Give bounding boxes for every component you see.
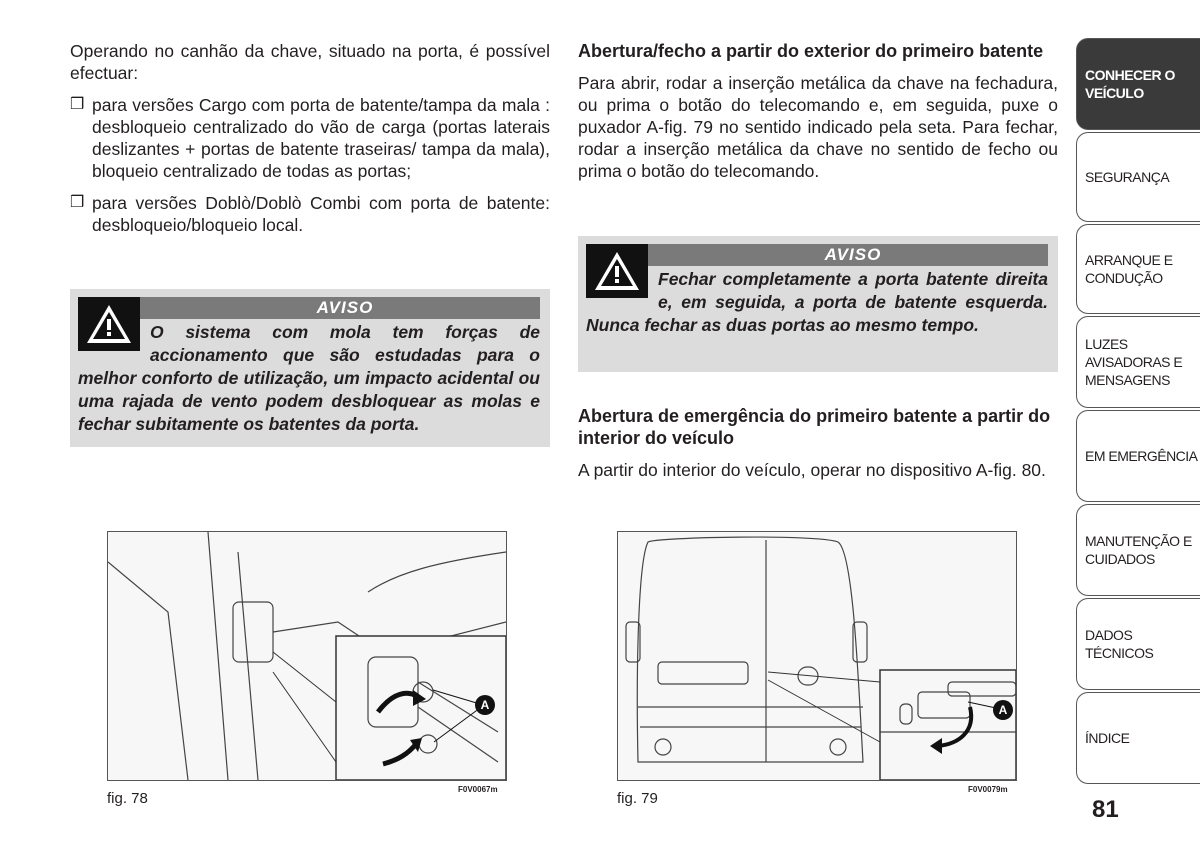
figure-code: F0V0067m <box>458 785 498 794</box>
warning-triangle-icon <box>78 297 140 351</box>
callout-a: A <box>993 700 1013 720</box>
warning-title: AVISO <box>586 244 1048 266</box>
tab-arranque-e-conducao[interactable]: ARRANQUE E CONDUÇÃO <box>1076 224 1200 314</box>
warning-title: AVISO <box>78 297 540 319</box>
figure-78 <box>107 531 507 781</box>
right-column <box>578 0 1058 182</box>
tab-seguranca[interactable]: SEGURANÇA <box>1076 132 1200 222</box>
tab-conhecer-o-veiculo[interactable]: CONHECER O VEÍCULO <box>1076 38 1200 130</box>
paragraph: Para abrir, rodar a inserção metálica da chave na fechadura, ou prima o botão do telecomando e, em seguida, puxe o puxador A-fig. 79 no sentido indicado pela seta. Para fechar, rodar a inserção metálica da chave no sentido de fecho ou prima o botão do telecomando. <box>578 73 1058 181</box>
bullet-glyph: ❒ <box>70 194 85 211</box>
left-column <box>70 0 550 236</box>
section-heading: Abertura/fecho a partir do exterior do primeiro batente <box>578 41 1044 61</box>
intro-paragraph: Operando no canhão da chave, situado na porta, é possível efectuar: <box>70 41 550 83</box>
figure-79 <box>617 531 1017 781</box>
figure-caption: fig. 78 <box>107 790 148 807</box>
warning-text: Fechar completamente a porta batente direita e, em seguida, a porta de batente esquerda. Nunca fechar as duas portas ao mesmo tempo. <box>586 269 1048 335</box>
bullet-text: para versões Doblò/Doblò Combi com porta de batente: desbloqueio/bloqueio local. <box>92 193 550 235</box>
callout-a: A <box>475 695 495 715</box>
bullet-glyph: ❒ <box>70 96 85 113</box>
warning-text: O sistema com mola tem forças de accionamento que são estudadas para o melhor conforto de utilização, um impacto acidental ou uma rajada de vento podem desbloquear as molas e fechar subitamente os batentes da porta. <box>78 322 540 434</box>
list-item <box>70 192 550 236</box>
door-hinge-illustration <box>108 532 506 780</box>
warning-box-left <box>70 289 550 447</box>
figure-caption: fig. 79 <box>617 790 658 807</box>
page-number: 81 <box>1092 796 1119 823</box>
right-column-lower <box>578 405 1058 481</box>
tab-indice[interactable]: ÍNDICE <box>1076 692 1200 784</box>
rear-doors-illustration <box>618 532 1016 780</box>
paragraph: A partir do interior do veículo, operar no dispositivo A-fig. 80. <box>578 460 1046 480</box>
tab-manutencao-e-cuidados[interactable]: MANUTENÇÃO E CUIDADOS <box>1076 504 1200 596</box>
list-item <box>70 94 550 182</box>
tab-em-emergencia[interactable]: EM EMERGÊNCIA <box>1076 410 1200 502</box>
figure-code: F0V0079m <box>968 785 1008 794</box>
section-heading: Abertura de emergência do primeiro batente a partir do interior do veículo <box>578 406 1051 448</box>
warning-box-right <box>578 236 1058 372</box>
tab-dados-tecnicos[interactable]: DADOS TÉCNICOS <box>1076 598 1200 690</box>
warning-triangle-icon <box>586 244 648 298</box>
bullet-text: para versões Cargo com porta de batente/tampa da mala : desbloqueio centralizado do vão de carga (portas laterais deslizantes + portas de batente traseiras/ tampa da mala), bloqueio centralizado de todas as portas; <box>92 95 550 181</box>
tab-luzes-avisadoras[interactable]: LUZES AVISADORAS E MENSAGENS <box>1076 316 1200 408</box>
